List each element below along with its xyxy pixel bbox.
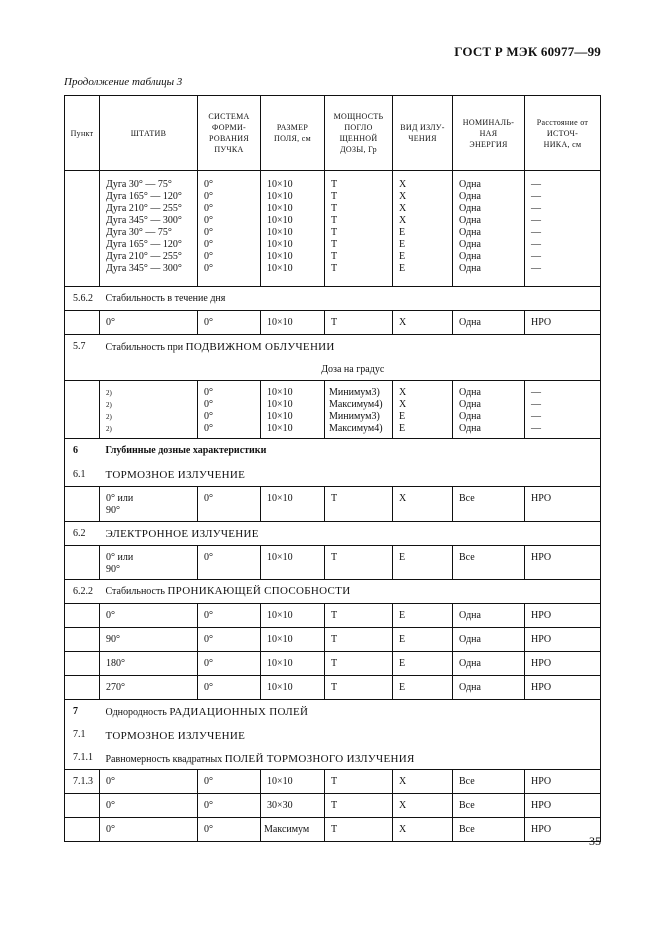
- section-subtitle: Доза на градус: [321, 364, 385, 375]
- section-row: 7 7.1 7.1.1 Однородность РАДИАЦИОННЫХ ПОЛЕЙ ТОРМОЗНОЕ ИЗЛУЧЕНИЕ Равномерность квадратных ПОЛЕЙ ТОРМОЗНОГО ИЗЛУЧЕНИЯ: [65, 700, 601, 770]
- cell-field: 10×10 10×10 10×10 10×10 10×10 10×10 10×10 10×10: [261, 171, 325, 287]
- col-header-dose-rate: МОЩНОСТЬ ПОГЛО ЩЕННОЙ ДОЗЫ, Гр: [325, 96, 393, 171]
- section-title: Стабильность ПРОНИКАЮЩЕЙ СПОСОБНОСТИ: [100, 580, 601, 604]
- section-title: Стабильность при ПОДВИЖНОМ ОБЛУЧЕНИИ Доза на градус: [100, 335, 601, 381]
- cell-dose: Т Т Т Т Т Т Т Т: [325, 171, 393, 287]
- table-row: 0° 0° 10×10 Т X Одна НРО: [65, 311, 601, 335]
- col-header-stand: ШТАТИВ: [100, 96, 198, 171]
- table-caption: Продолжение таблицы 3: [64, 76, 183, 88]
- section-title: Глубинные дозные характеристики: [105, 445, 267, 456]
- section-title: ТОРМОЗНОЕ ИЗЛУЧЕНИЕ: [105, 730, 246, 742]
- cell-stand: Дуга 30° — 75° Дуга 165° — 120° Дуга 210° — 255° Дуга 345° — 300° Дуга 30° — 75° Дуга 165° — 120° Дуга 210° — 255° Дуга 345° — 300°: [100, 171, 198, 287]
- cell-stand: 2) 2) 2) 2): [100, 381, 198, 439]
- section-title: Однородность РАДИАЦИОННЫХ ПОЛЕЙ: [105, 706, 309, 718]
- cell-beam: 0° 0° 0° 0° 0° 0° 0° 0°: [198, 171, 261, 287]
- table-row: 0° 0° Максимум Т X Все НРО: [65, 818, 601, 842]
- col-header-item: Пункт: [65, 96, 100, 171]
- col-header-field-size: РАЗМЕР ПОЛЯ, см: [261, 96, 325, 171]
- table-row: 0° 0° 30×30 Т X Все НРО: [65, 794, 601, 818]
- col-header-source-distance: Расстояние от ИСТОЧ- НИКА, см: [525, 96, 601, 171]
- table-row: 90° 0° 10×10 Т E Одна НРО: [65, 628, 601, 652]
- table-row: 180° 0° 10×10 Т E Одна НРО: [65, 652, 601, 676]
- col-header-beam-system: СИСТЕМА ФОРМИ- РОВАНИЯ ПУЧКА: [198, 96, 261, 171]
- table-row: 2) 2) 2) 2) 0° 0° 0° 0° 10×10 10×10 10×10 10×10 Минимум3) Максимум4) Минимум3) Максимум4) X X E E Одна Одна Одна Одна — — — —: [65, 381, 601, 439]
- table-header-row: [65, 96, 601, 171]
- table-row: 0° или 90° 0° 10×10 Т E Все НРО: [65, 546, 601, 580]
- section-title: ЭЛЕКТРОННОЕ ИЗЛУЧЕНИЕ: [100, 522, 601, 546]
- table-row: 0° 0° 10×10 Т E Одна НРО: [65, 604, 601, 628]
- document-header: ГОСТ Р МЭК 60977—99: [454, 44, 601, 59]
- col-header-radiation-type: ВИД ИЗЛУ- ЧЕНИЯ: [393, 96, 453, 171]
- data-table: [64, 95, 601, 842]
- section-title: Стабильность в течение дня: [100, 287, 601, 311]
- section-row: 6.2.2 Стабильность ПРОНИКАЮЩЕЙ СПОСОБНОСТИ: [65, 580, 601, 604]
- table-row: 270° 0° 10×10 Т E Одна НРО: [65, 676, 601, 700]
- col-header-nominal-energy: НОМИНАЛЬ- НАЯ ЭНЕРГИЯ: [453, 96, 525, 171]
- page-number: 35: [589, 834, 601, 848]
- cell-radiation: X X X X E E E E: [393, 171, 453, 287]
- table-row: [65, 171, 601, 287]
- section-row: 6.2 ЭЛЕКТРОННОЕ ИЗЛУЧЕНИЕ: [65, 522, 601, 546]
- table-row: 0° или 90° 0° 10×10 Т X Все НРО: [65, 487, 601, 522]
- section-title: Равномерность квадратных ПОЛЕЙ ТОРМОЗНОГО ИЗЛУЧЕНИЯ: [105, 753, 415, 765]
- section-row: [65, 335, 601, 381]
- section-row: 6 6.1 Глубинные дозные характеристики ТОРМОЗНОЕ ИЗЛУЧЕНИЕ: [65, 439, 601, 487]
- section-row: [65, 287, 601, 311]
- cell-distance: — — — — — — — —: [525, 171, 601, 287]
- cell-energy: Одна Одна Одна Одна Одна Одна Одна Одна: [453, 171, 525, 287]
- section-title: ТОРМОЗНОЕ ИЗЛУЧЕНИЕ: [105, 469, 246, 481]
- section-number: 5.7: [65, 335, 100, 381]
- cell-dose: Минимум3) Максимум4) Минимум3) Максимум4): [325, 381, 393, 439]
- section-number: 5.6.2: [65, 287, 100, 311]
- table-row: 7.1.3 0° 0° 10×10 Т X Все НРО: [65, 770, 601, 794]
